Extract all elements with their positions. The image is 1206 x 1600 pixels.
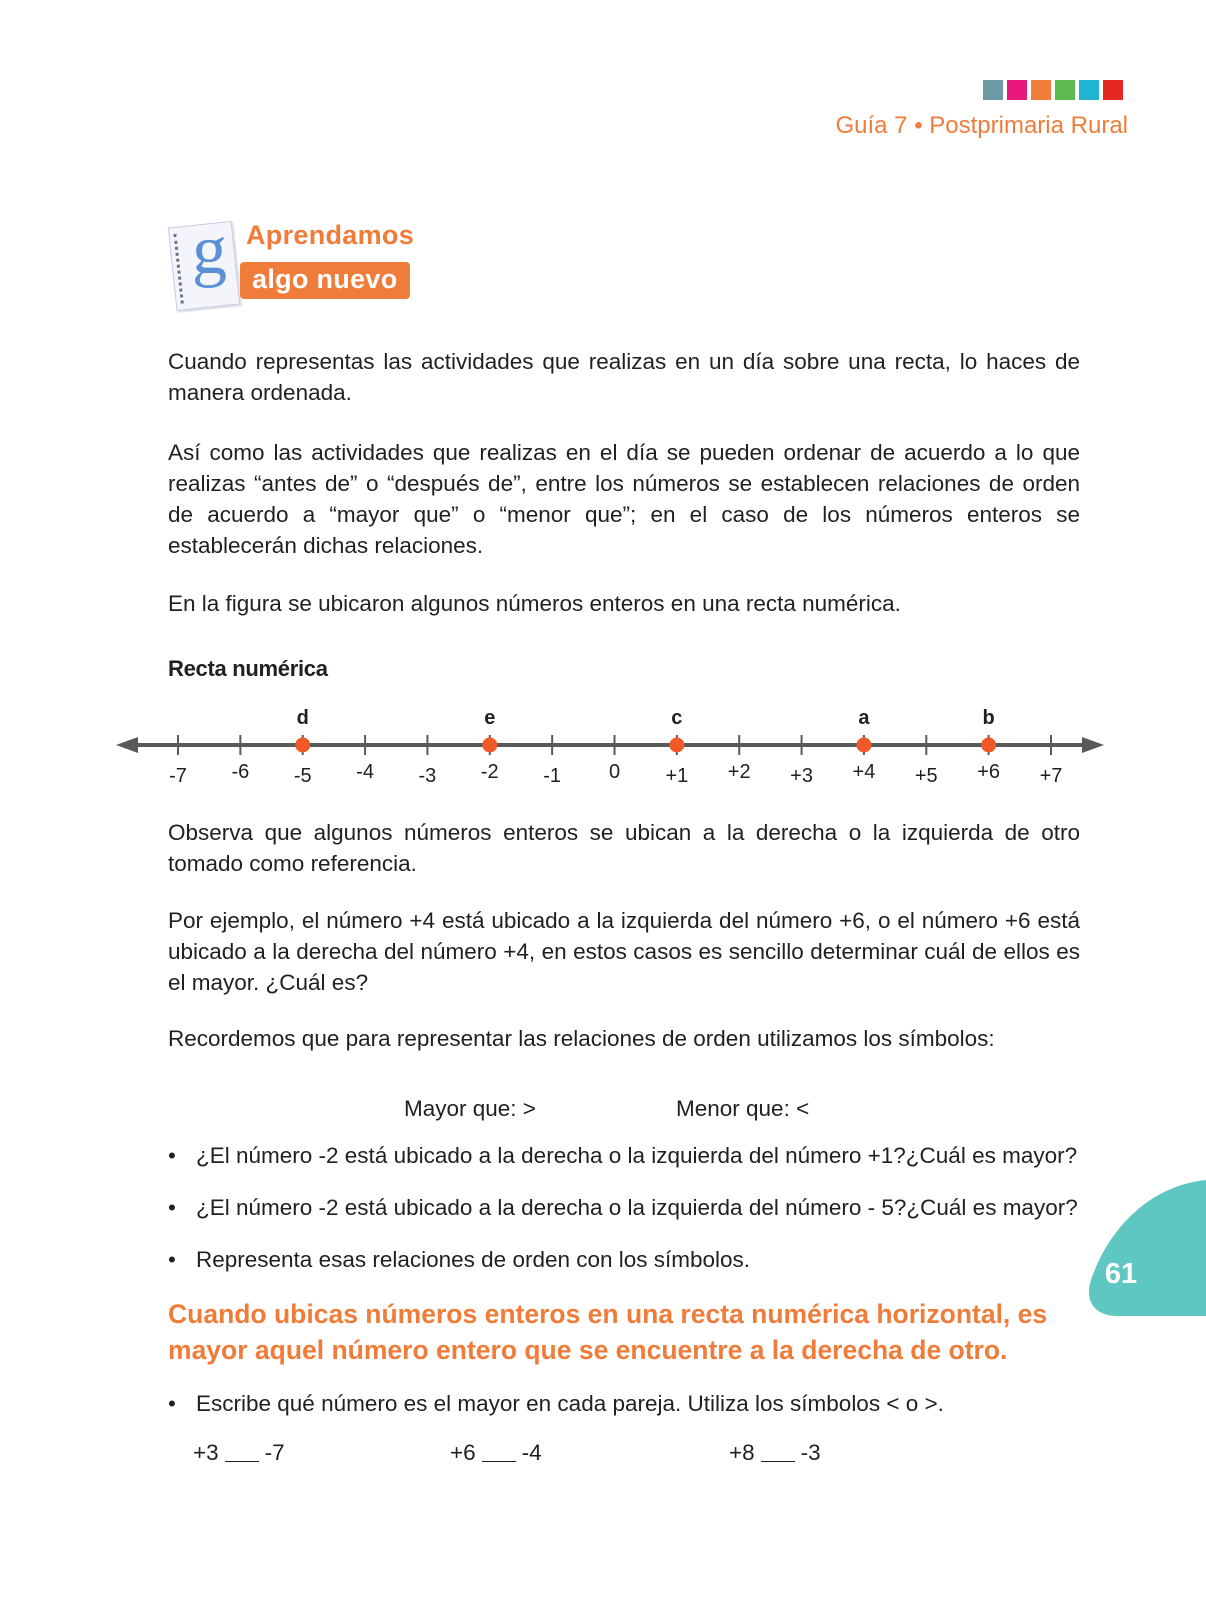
answer-blank[interactable] bbox=[225, 1442, 259, 1462]
bullet-icon: • bbox=[168, 1195, 176, 1220]
question-text: Representa esas relaciones de orden con los símbolos. bbox=[196, 1247, 751, 1272]
question-text: ¿El número -2 está ubicado a la derecha o la izquierda del número - 5?¿Cuál es mayor? bbox=[196, 1195, 1078, 1220]
answer-blank[interactable] bbox=[482, 1442, 516, 1462]
paragraph-intro: Cuando representas las actividades que realizas en un día sobre una recta, lo haces de manera ordenada. bbox=[168, 349, 1080, 405]
color-swatch bbox=[1031, 80, 1051, 100]
color-swatch bbox=[983, 80, 1003, 100]
tick-label: +2 bbox=[727, 761, 751, 783]
symbol-less-than: Menor que: < bbox=[676, 1096, 810, 1121]
page-tab-shape bbox=[1088, 1180, 1206, 1316]
tick-label: 0 bbox=[608, 761, 621, 783]
paragraph-observe: Observa que algunos números enteros se ubican a la derecha o la izquierda de otro tomado como referencia. bbox=[168, 820, 1080, 876]
bullet-icon: • bbox=[168, 1391, 176, 1416]
exercise-pair bbox=[193, 1440, 285, 1466]
color-swatch bbox=[1007, 80, 1027, 100]
point-label: e bbox=[484, 707, 496, 729]
section-badge bbox=[168, 214, 428, 314]
point-label: b bbox=[982, 707, 995, 729]
point-label: d bbox=[296, 707, 309, 729]
pair-left: +6 bbox=[450, 1440, 476, 1465]
paragraph-example: Por ejemplo, el número +4 está ubicado a la izquierda del número +6, o el número +6 está ubicado a la derecha del número +4, en estos casos es sencillo determinar cuál de ellos es el mayor. ¿Cuál es? bbox=[168, 908, 1080, 995]
point-marker bbox=[482, 738, 497, 753]
figure-title: Recta numérica bbox=[168, 656, 328, 681]
page-number: 61 bbox=[1104, 1258, 1138, 1290]
tick-label: -4 bbox=[356, 761, 374, 783]
badge-letter: g bbox=[192, 212, 227, 289]
pair-right: -4 bbox=[521, 1440, 542, 1465]
tick-label: -3 bbox=[418, 765, 437, 787]
list-item bbox=[168, 1388, 944, 1419]
pair-right: -3 bbox=[800, 1440, 821, 1465]
color-swatch bbox=[1079, 80, 1099, 100]
answer-blank[interactable] bbox=[761, 1442, 795, 1462]
point-label: c bbox=[671, 707, 683, 729]
pair-left: +3 bbox=[193, 1440, 219, 1465]
paragraph-symbols: Recordemos que para representar las relaciones de orden utilizamos los símbolos: bbox=[168, 1026, 995, 1051]
list-item bbox=[168, 1244, 750, 1275]
question-text: ¿El número -2 está ubicado a la derecha o la izquierda del número +1?¿Cuál es mayor? bbox=[196, 1143, 1078, 1168]
tick-label: +4 bbox=[852, 761, 876, 783]
list-item bbox=[168, 1192, 1078, 1223]
header-title: Guía 7 • Postprimaria Rural bbox=[835, 112, 1128, 139]
tick-label: +3 bbox=[790, 765, 813, 787]
exercise-instruction: Escribe qué número es el mayor en cada pareja. Utiliza los símbolos < o >. bbox=[196, 1391, 944, 1416]
rule-statement: Cuando ubicas números enteros en una recta numérica horizontal, es mayor aquel número entero que se encuentre a la derecha de otro. bbox=[168, 1299, 1048, 1365]
section-title: Aprendamos bbox=[246, 220, 415, 250]
point-marker bbox=[856, 738, 871, 753]
arrow-left-icon bbox=[116, 737, 138, 753]
tick-label: -6 bbox=[231, 761, 250, 783]
paragraph-figure-intro: En la figura se ubicaron algunos números enteros en una recta numérica. bbox=[168, 591, 901, 616]
tick-label: -5 bbox=[293, 765, 312, 787]
color-swatch bbox=[1055, 80, 1075, 100]
point-marker bbox=[669, 738, 684, 753]
tick-label: +5 bbox=[914, 765, 938, 787]
tick-label: +1 bbox=[665, 765, 689, 787]
tick-label: -1 bbox=[543, 765, 562, 787]
tick-label: +6 bbox=[977, 761, 1001, 783]
point-label: a bbox=[858, 707, 870, 729]
color-swatch bbox=[1103, 80, 1123, 100]
arrow-right-icon bbox=[1082, 737, 1104, 753]
paragraph-order-relations: Así como las actividades que realizas en el día se pueden ordenar de acuerdo a lo que realizas “antes de” o “después de”, entre los números se establecen relaciones de orden de acuerdo a “mayor que” o “menor que”; en el caso de los números enteros se establecerán dichas relaciones. bbox=[168, 440, 1080, 558]
list-item bbox=[168, 1140, 1077, 1171]
pair-left: +8 bbox=[729, 1440, 755, 1465]
symbol-greater-than: Mayor que: > bbox=[404, 1096, 536, 1121]
exercise-pair bbox=[450, 1440, 542, 1466]
spiral-binding bbox=[173, 234, 184, 304]
tick-label: +7 bbox=[1039, 765, 1063, 787]
point-marker bbox=[295, 738, 310, 753]
bullet-icon: • bbox=[168, 1143, 176, 1168]
bullet-icon: • bbox=[168, 1247, 176, 1272]
exercise-pair bbox=[729, 1440, 821, 1466]
section-subtitle: algo nuevo bbox=[240, 262, 410, 299]
tick-label: -2 bbox=[480, 761, 499, 783]
number-line bbox=[110, 700, 1130, 800]
point-marker bbox=[981, 738, 996, 753]
pair-right: -7 bbox=[264, 1440, 285, 1465]
color-strip bbox=[983, 80, 1123, 100]
tick-label: -7 bbox=[169, 765, 187, 787]
